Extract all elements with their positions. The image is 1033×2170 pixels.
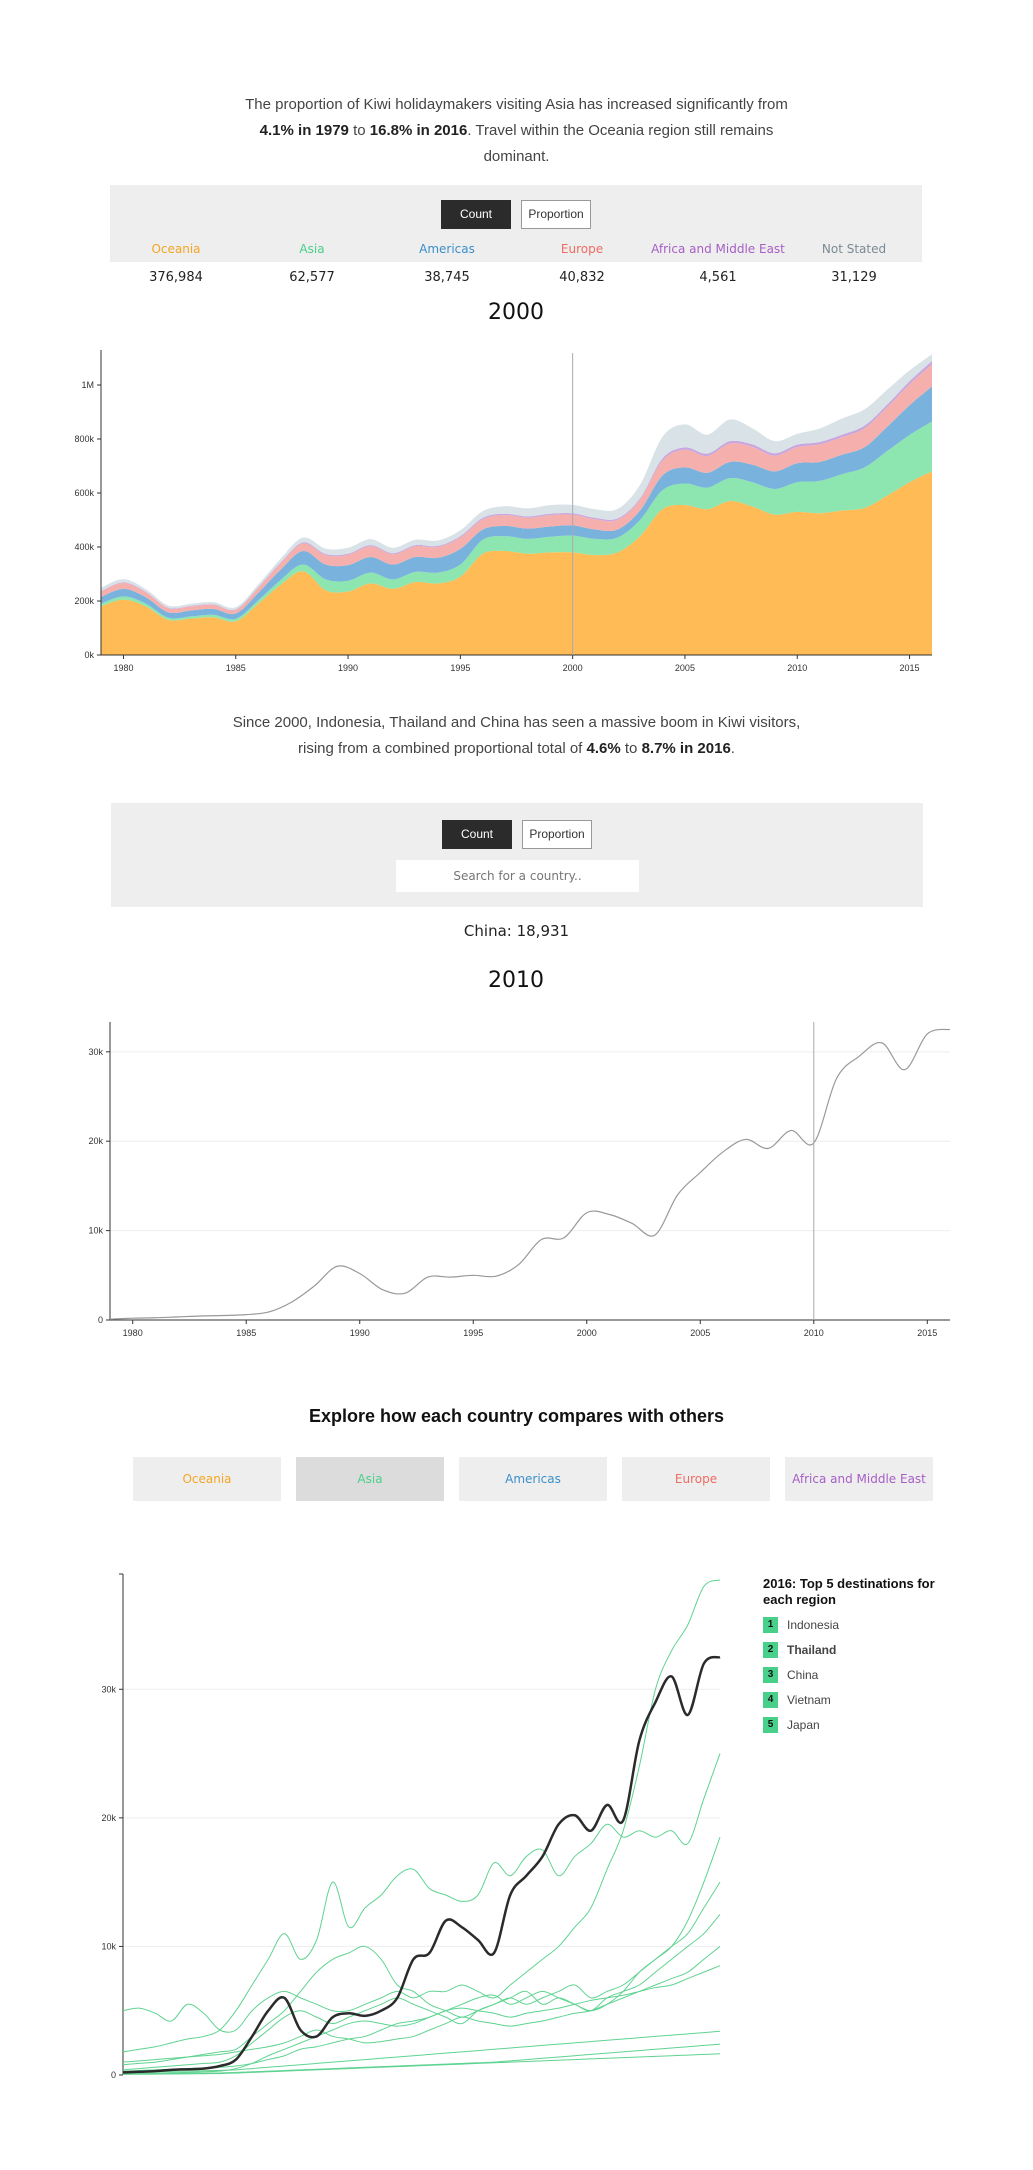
country-line[interactable] [123,2044,720,2074]
x-tick-label: 1995 [463,1328,484,1338]
count-button-2[interactable]: Count [442,820,512,849]
y-tick-label: 20k [88,1136,103,1147]
x-tick-label: 1990 [349,1328,370,1338]
chart1-year-label: 2000 [488,300,544,325]
y-tick-label: 30k [88,1046,103,1057]
x-tick-label: 1980 [122,1328,143,1338]
region-value-oceania: 376,984 [149,270,203,285]
x-tick-label: 2005 [674,663,695,673]
region-value-asia: 62,577 [289,270,335,285]
country-line[interactable] [123,1914,720,2064]
region-name-americas: Americas [419,242,475,256]
stacked-area-chart[interactable] [60,350,960,680]
x-tick-label: 2015 [899,663,920,673]
tab-oceania[interactable]: Oceania [133,1457,281,1501]
legend-rank: 2 [763,1642,778,1658]
y-tick-label: 10k [88,1225,103,1236]
proportion-button-2[interactable]: Proportion [522,820,592,849]
series-line-china[interactable] [110,1029,950,1319]
region-name-africa-and-middle-east: Africa and Middle East [651,242,785,256]
region-name-asia: Asia [299,242,325,256]
legend-item-thailand[interactable] [763,1642,836,1662]
x-tick-label: 2000 [576,1328,597,1338]
legend-item-vietnam[interactable] [763,1692,831,1712]
legend-label: Vietnam [787,1693,831,1707]
y-tick-label: 0 [97,1315,103,1325]
y-tick-label: 30k [101,1684,116,1695]
country-line[interactable] [123,1882,720,2074]
x-tick-label: 1980 [113,663,134,673]
legend-rank: 4 [763,1692,778,1708]
country-controls-panel [111,803,923,907]
highlight-line-thailand[interactable] [123,1657,720,2072]
intro-bold-2016: 16.8% in 2016 [369,122,468,139]
intro-bold-1979: 4.1% in 1979 [259,122,349,139]
tab-europe[interactable]: Europe [622,1457,770,1501]
region-name-europe: Europe [560,242,604,256]
y-tick-label: 10k [101,1941,116,1952]
x-tick-label: 1990 [338,663,359,673]
tab-americas[interactable]: Americas [459,1457,607,1501]
y-tick-label: 200k [74,596,94,606]
country-search-input[interactable] [396,860,639,892]
y-tick-label: 800k [74,434,94,444]
y-tick-label: 20k [101,1812,116,1823]
region-value-not-stated: 31,129 [831,270,877,285]
y-tick-label: 1M [81,380,94,390]
country-line-chart[interactable] [60,1020,960,1350]
proportion-button[interactable]: Proportion [521,200,591,229]
x-tick-label: 1995 [450,663,471,673]
region-value-europe: 40,832 [559,270,605,285]
region-value-africa-and-middle-east: 4,561 [699,270,737,285]
region-comparison-chart[interactable] [60,1570,730,2080]
legend-item-china[interactable] [763,1667,818,1687]
intro-paragraph: The proportion of Kiwi holidaymakers visiting Asia has increased significantly from 4.1% in 1979 to 16.8% in 2016. Travel within the Oceania region still remains dominant. [245,96,788,165]
legend-title: 2016: Top 5 destinations for each region [763,1576,935,1607]
region-value-americas: 38,745 [424,270,470,285]
explore-heading: Explore how each country compares with others [308,1406,725,1426]
x-tick-label: 2010 [787,663,808,673]
x-tick-label: 1985 [236,1328,257,1338]
area-layers [101,354,932,655]
country-line[interactable] [123,1946,720,2062]
country-line[interactable] [123,1837,720,2070]
x-tick-label: 2000 [562,663,583,673]
legend-label: China [787,1668,819,1682]
y-tick-label: 0 [110,2070,116,2080]
count-button[interactable]: Count [441,200,511,229]
legend-item-japan[interactable] [763,1717,820,1737]
x-tick-label: 2015 [917,1328,938,1338]
tab-asia[interactable]: Asia [296,1457,444,1501]
legend-label: Japan [787,1718,820,1732]
chart2-year-label: 2010 [488,968,544,993]
country-line[interactable] [123,1580,720,2032]
region-name-not-stated: Not Stated [821,242,887,256]
legend-rank: 5 [763,1717,778,1733]
legend-label: Thailand [787,1643,837,1657]
y-tick-label: 600k [74,488,94,498]
legend-label: Indonesia [787,1618,840,1632]
x-tick-label: 1985 [225,663,246,673]
y-tick-label: 400k [74,542,94,552]
legend-rank: 3 [763,1667,778,1683]
tab-africa-and-middle-east[interactable]: Africa and Middle East [785,1457,933,1501]
region-name-oceania: Oceania [151,242,201,256]
legend-item-indonesia[interactable] [763,1617,839,1637]
x-tick-label: 2010 [803,1328,824,1338]
legend-rank: 1 [763,1617,778,1633]
selected-country-readout: China: 18,931 [463,922,570,940]
x-tick-label: 2005 [690,1328,711,1338]
growth-paragraph: Since 2000, Indonesia, Thailand and China has seen a massive boom in Kiwi visitors, rising from a combined proportional total of 4.6% to 8.7% in 2016. [232,714,801,757]
y-tick-label: 0k [84,650,94,660]
